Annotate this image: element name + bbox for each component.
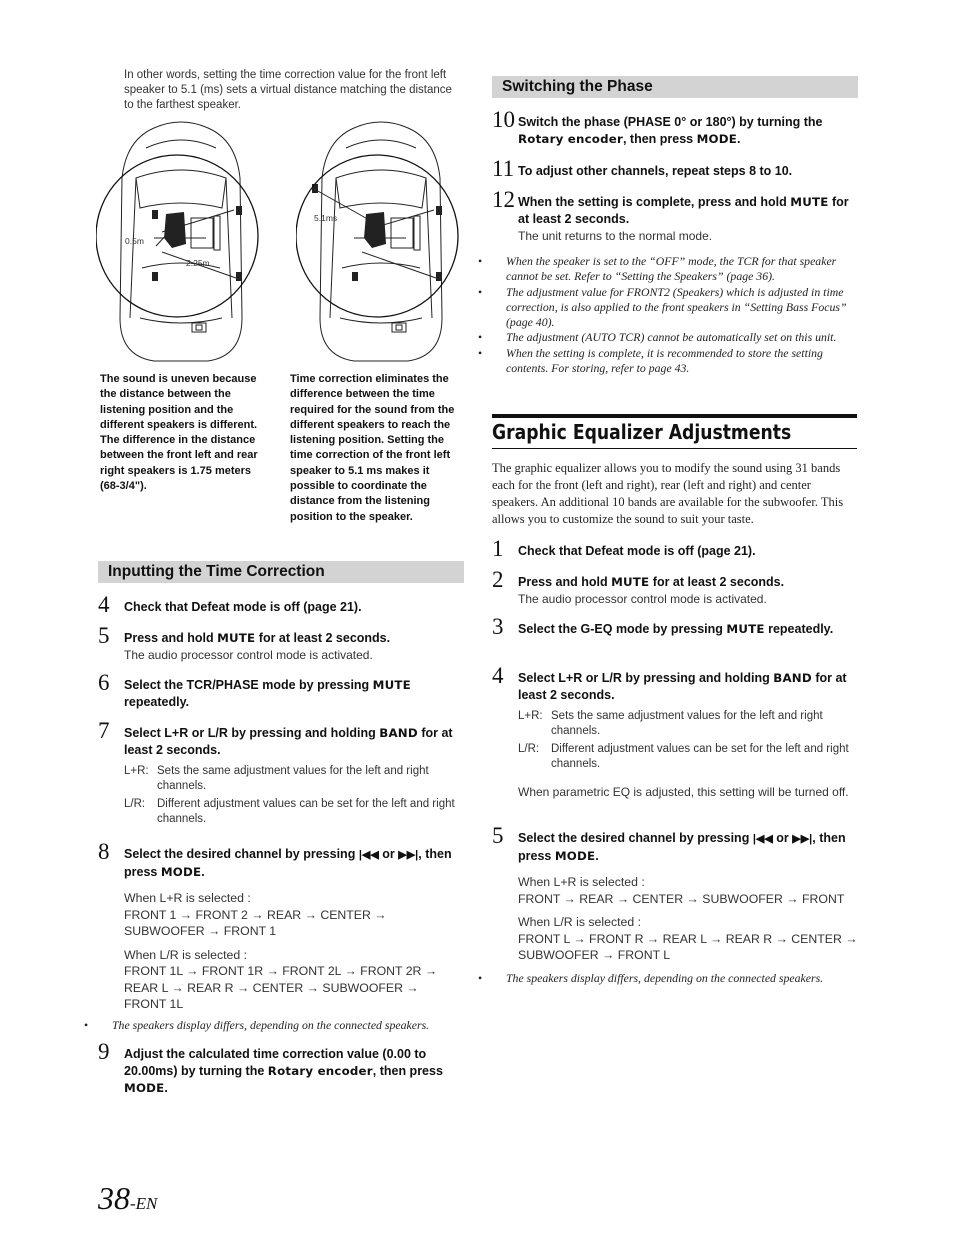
diagram-label-0-5m: 0.5m xyxy=(125,236,144,246)
note-item: • The adjustment (AUTO TCR) cannot be automatically set on this unit. xyxy=(478,330,837,345)
step-number: 1 xyxy=(492,536,504,561)
car-diagram-corrected xyxy=(296,118,466,368)
definition-row: L/R: Different adjustment values can be set for the left and right channels. xyxy=(518,742,849,770)
step-extra: When parametric EQ is adjusted, this setting will be turned off. xyxy=(518,785,849,800)
step-text: Select the TCR/PHASE mode by pressing xyxy=(124,678,373,692)
skip-back-icon: |◀◀ xyxy=(752,833,773,845)
note-item: • The speakers display differs, depending on the connected speakers. xyxy=(84,1018,430,1032)
geq-step-1 xyxy=(492,536,858,561)
mode-key: MODE xyxy=(696,132,738,146)
step-number: 10 xyxy=(492,107,515,132)
step-text: repeatedly. xyxy=(124,695,190,709)
step-text: Select the desired channel by pressing xyxy=(518,831,753,845)
tc-step-6 xyxy=(98,670,464,711)
page-number-value: 38 xyxy=(98,1180,130,1216)
tc-step-8 xyxy=(98,839,464,1013)
sequence-heading: When L/R is selected : xyxy=(124,947,248,962)
diagram-label-2-25m: 2.25m xyxy=(186,258,210,268)
step-text: Select L+R or L/R by pressing and holding xyxy=(124,726,380,740)
page-number xyxy=(98,1180,157,1217)
tc-step-9 xyxy=(98,1039,464,1097)
mute-key: MUTE xyxy=(611,575,650,589)
section-heading-time-correction: Inputting the Time Correction xyxy=(98,561,464,583)
note-item: • The adjustment value for FRONT2 (Speakers) which is adjusted in time correction, is also applied to the front speakers in “Setting Bass Focus” (page 40). xyxy=(478,284,847,330)
step-text: Select the G-EQ mode by pressing xyxy=(518,622,727,636)
step-subtext: The audio processor control mode is activated. xyxy=(518,592,767,606)
step-text: or xyxy=(378,847,399,861)
step-number: 11 xyxy=(492,156,515,181)
step-number: 6 xyxy=(98,670,110,695)
step-number: 5 xyxy=(492,823,504,848)
sequence-heading: When L+R is selected : xyxy=(518,875,645,889)
step-text: Adjust the calculated time correction value (0.00 to 20.00ms) by turning the xyxy=(124,1047,427,1078)
tc-step-7 xyxy=(98,718,464,829)
step-text: , then press xyxy=(518,831,846,863)
mode-key: MODE xyxy=(554,849,596,863)
step-number: 5 xyxy=(98,623,110,648)
tc-step-5 xyxy=(98,623,464,663)
step-text: for at least 2 seconds. xyxy=(124,726,453,757)
phase-notes xyxy=(478,254,858,376)
mute-key: MUTE xyxy=(726,622,765,636)
step-number: 9 xyxy=(98,1039,110,1064)
geq-step-2 xyxy=(492,567,858,607)
phase-step-10 xyxy=(492,107,858,148)
section-heading-switching-phase: Switching the Phase xyxy=(492,76,858,98)
step-text: Select the desired channel by pressing xyxy=(124,847,359,861)
step-number: 4 xyxy=(492,663,504,688)
note-item: • When the speaker is set to the “OFF” mode, the TCR for that speaker cannot be set. Refer to “Setting the Speakers” (page 36). xyxy=(478,254,837,284)
step-number: 12 xyxy=(492,187,515,212)
step-text: , then press xyxy=(124,847,452,879)
caption-corrected: Time correction eliminates the difference between the time required for the sound from the different speakers to reach the listening position. Setting the time correction of the front left speaker to 5.1 ms makes it possible to coordinate the distance from the listening position to the speaker. xyxy=(290,373,455,523)
step-text: . xyxy=(201,865,205,879)
rotary-encoder-key: Rotary encoder xyxy=(267,1064,373,1078)
phase-step-11 xyxy=(492,156,858,181)
mode-key: MODE xyxy=(124,1081,165,1095)
step-text: Select L+R or L/R by pressing and holding xyxy=(518,671,774,685)
sequence-text: FRONT → REAR → CENTER → SUBWOOFER → FRONT xyxy=(518,891,845,906)
step-text: repeatedly. xyxy=(764,622,834,636)
step-subtext: The unit returns to the normal mode. xyxy=(518,229,713,243)
step-number: 3 xyxy=(492,614,504,639)
step-text: To adjust other channels, repeat steps 8 to 10. xyxy=(518,164,793,178)
step-text: . xyxy=(595,849,599,863)
heading-rule-bottom xyxy=(492,448,857,449)
sequence-text: FRONT 1 → FRONT 2 → REAR → CENTER → SUBWOOFER → FRONT 1 xyxy=(124,907,387,938)
step-number: 8 xyxy=(98,839,110,864)
step-text: When the setting is complete, press and hold xyxy=(518,195,791,209)
step-text: Switch the phase (PHASE 0° or 180°) by turning the xyxy=(518,115,823,129)
step-text: . xyxy=(737,132,741,146)
geq-step-3 xyxy=(492,614,858,639)
intro-text: In other words, setting the time correction value for the front left speaker to 5.1 (ms) sets a virtual distance matching the distance to the farthest speaker. xyxy=(124,69,452,111)
definition-row: L+R: Sets the same adjustment values for the left and right channels. xyxy=(124,765,429,793)
sequence-heading: When L/R is selected : xyxy=(518,915,642,929)
step-text: for at least 2 seconds. xyxy=(518,195,849,226)
step-text: . xyxy=(164,1081,168,1095)
step-text: Check that Defeat mode is off (page 21). xyxy=(518,544,756,558)
step-number: 7 xyxy=(98,718,110,743)
note-item: • When the setting is complete, it is recommended to store the setting contents. For storing, refer to page 43. xyxy=(478,345,823,376)
definition-row: L+R: Sets the same adjustment values for the left and right channels. xyxy=(518,710,823,738)
geq-step-5 xyxy=(492,823,858,964)
mute-key: MUTE xyxy=(790,195,829,209)
car-diagram-uneven xyxy=(96,118,266,368)
definition-row: L/R: Different adjustment values can be set for the left and right channels. xyxy=(124,797,455,825)
step-text: , then press xyxy=(622,132,697,146)
geq-intro: The graphic equalizer allows you to modify the sound using 31 bands each for the front (left and right), rear (left and right) and center speakers. An additional 10 bands are available for the subwoofer. This allows you to customize the sound to suit your taste. xyxy=(492,461,844,526)
mute-key: MUTE xyxy=(217,631,256,645)
step-text: or xyxy=(772,831,793,845)
phase-step-12 xyxy=(492,187,858,244)
page-number-suffix: -EN xyxy=(130,1194,158,1213)
skip-forward-icon: ▶▶| xyxy=(398,849,419,861)
sequence-text: FRONT 1L → FRONT 1R → FRONT 2L → FRONT 2R → REAR L → REAR R → CENTER → SUBWOOFER → FRONT 1L xyxy=(124,964,438,1011)
sequence-text: FRONT L → FRONT R → REAR L → REAR R → CENTER → SUBWOOFER → FRONT L xyxy=(518,931,858,962)
step-text: Press and hold xyxy=(518,575,612,589)
band-key: BAND xyxy=(379,726,418,740)
step-text: , then press xyxy=(372,1064,443,1078)
step-text: for at least 2 seconds. xyxy=(518,671,847,702)
diagram-label-5-1ms: 5.1ms xyxy=(314,213,338,223)
step-number: 4 xyxy=(98,592,110,617)
skip-forward-icon: ▶▶| xyxy=(792,833,813,845)
heading-rule-top xyxy=(492,414,857,418)
mute-key: MUTE xyxy=(372,678,411,692)
step-text: Press and hold xyxy=(124,631,218,645)
mode-key: MODE xyxy=(160,865,202,879)
note-item: • The speakers display differs, depending on the connected speakers. xyxy=(478,971,824,985)
step-text: for at least 2 seconds. xyxy=(255,631,391,645)
tc-step-4 xyxy=(98,592,464,617)
step-text: for at least 2 seconds. xyxy=(649,575,785,589)
geq-step-4 xyxy=(492,663,858,800)
skip-back-icon: |◀◀ xyxy=(358,849,379,861)
step-text: Check that Defeat mode is off (page 21). xyxy=(124,600,362,614)
step-number: 2 xyxy=(492,567,504,592)
band-key: BAND xyxy=(773,671,812,685)
section-heading-graphic-eq: Graphic Equalizer Adjustments xyxy=(492,420,792,444)
sequence-heading: When L+R is selected : xyxy=(124,891,251,905)
rotary-encoder-key: Rotary encoder xyxy=(518,132,623,146)
step-subtext: The audio processor control mode is activated. xyxy=(124,648,373,662)
caption-uneven: The sound is uneven because the distance between the listening position and the different speakers is different. The difference in the distance between the front left and rear right speakers is 1.75 meters (68-3/4"). xyxy=(100,373,258,493)
